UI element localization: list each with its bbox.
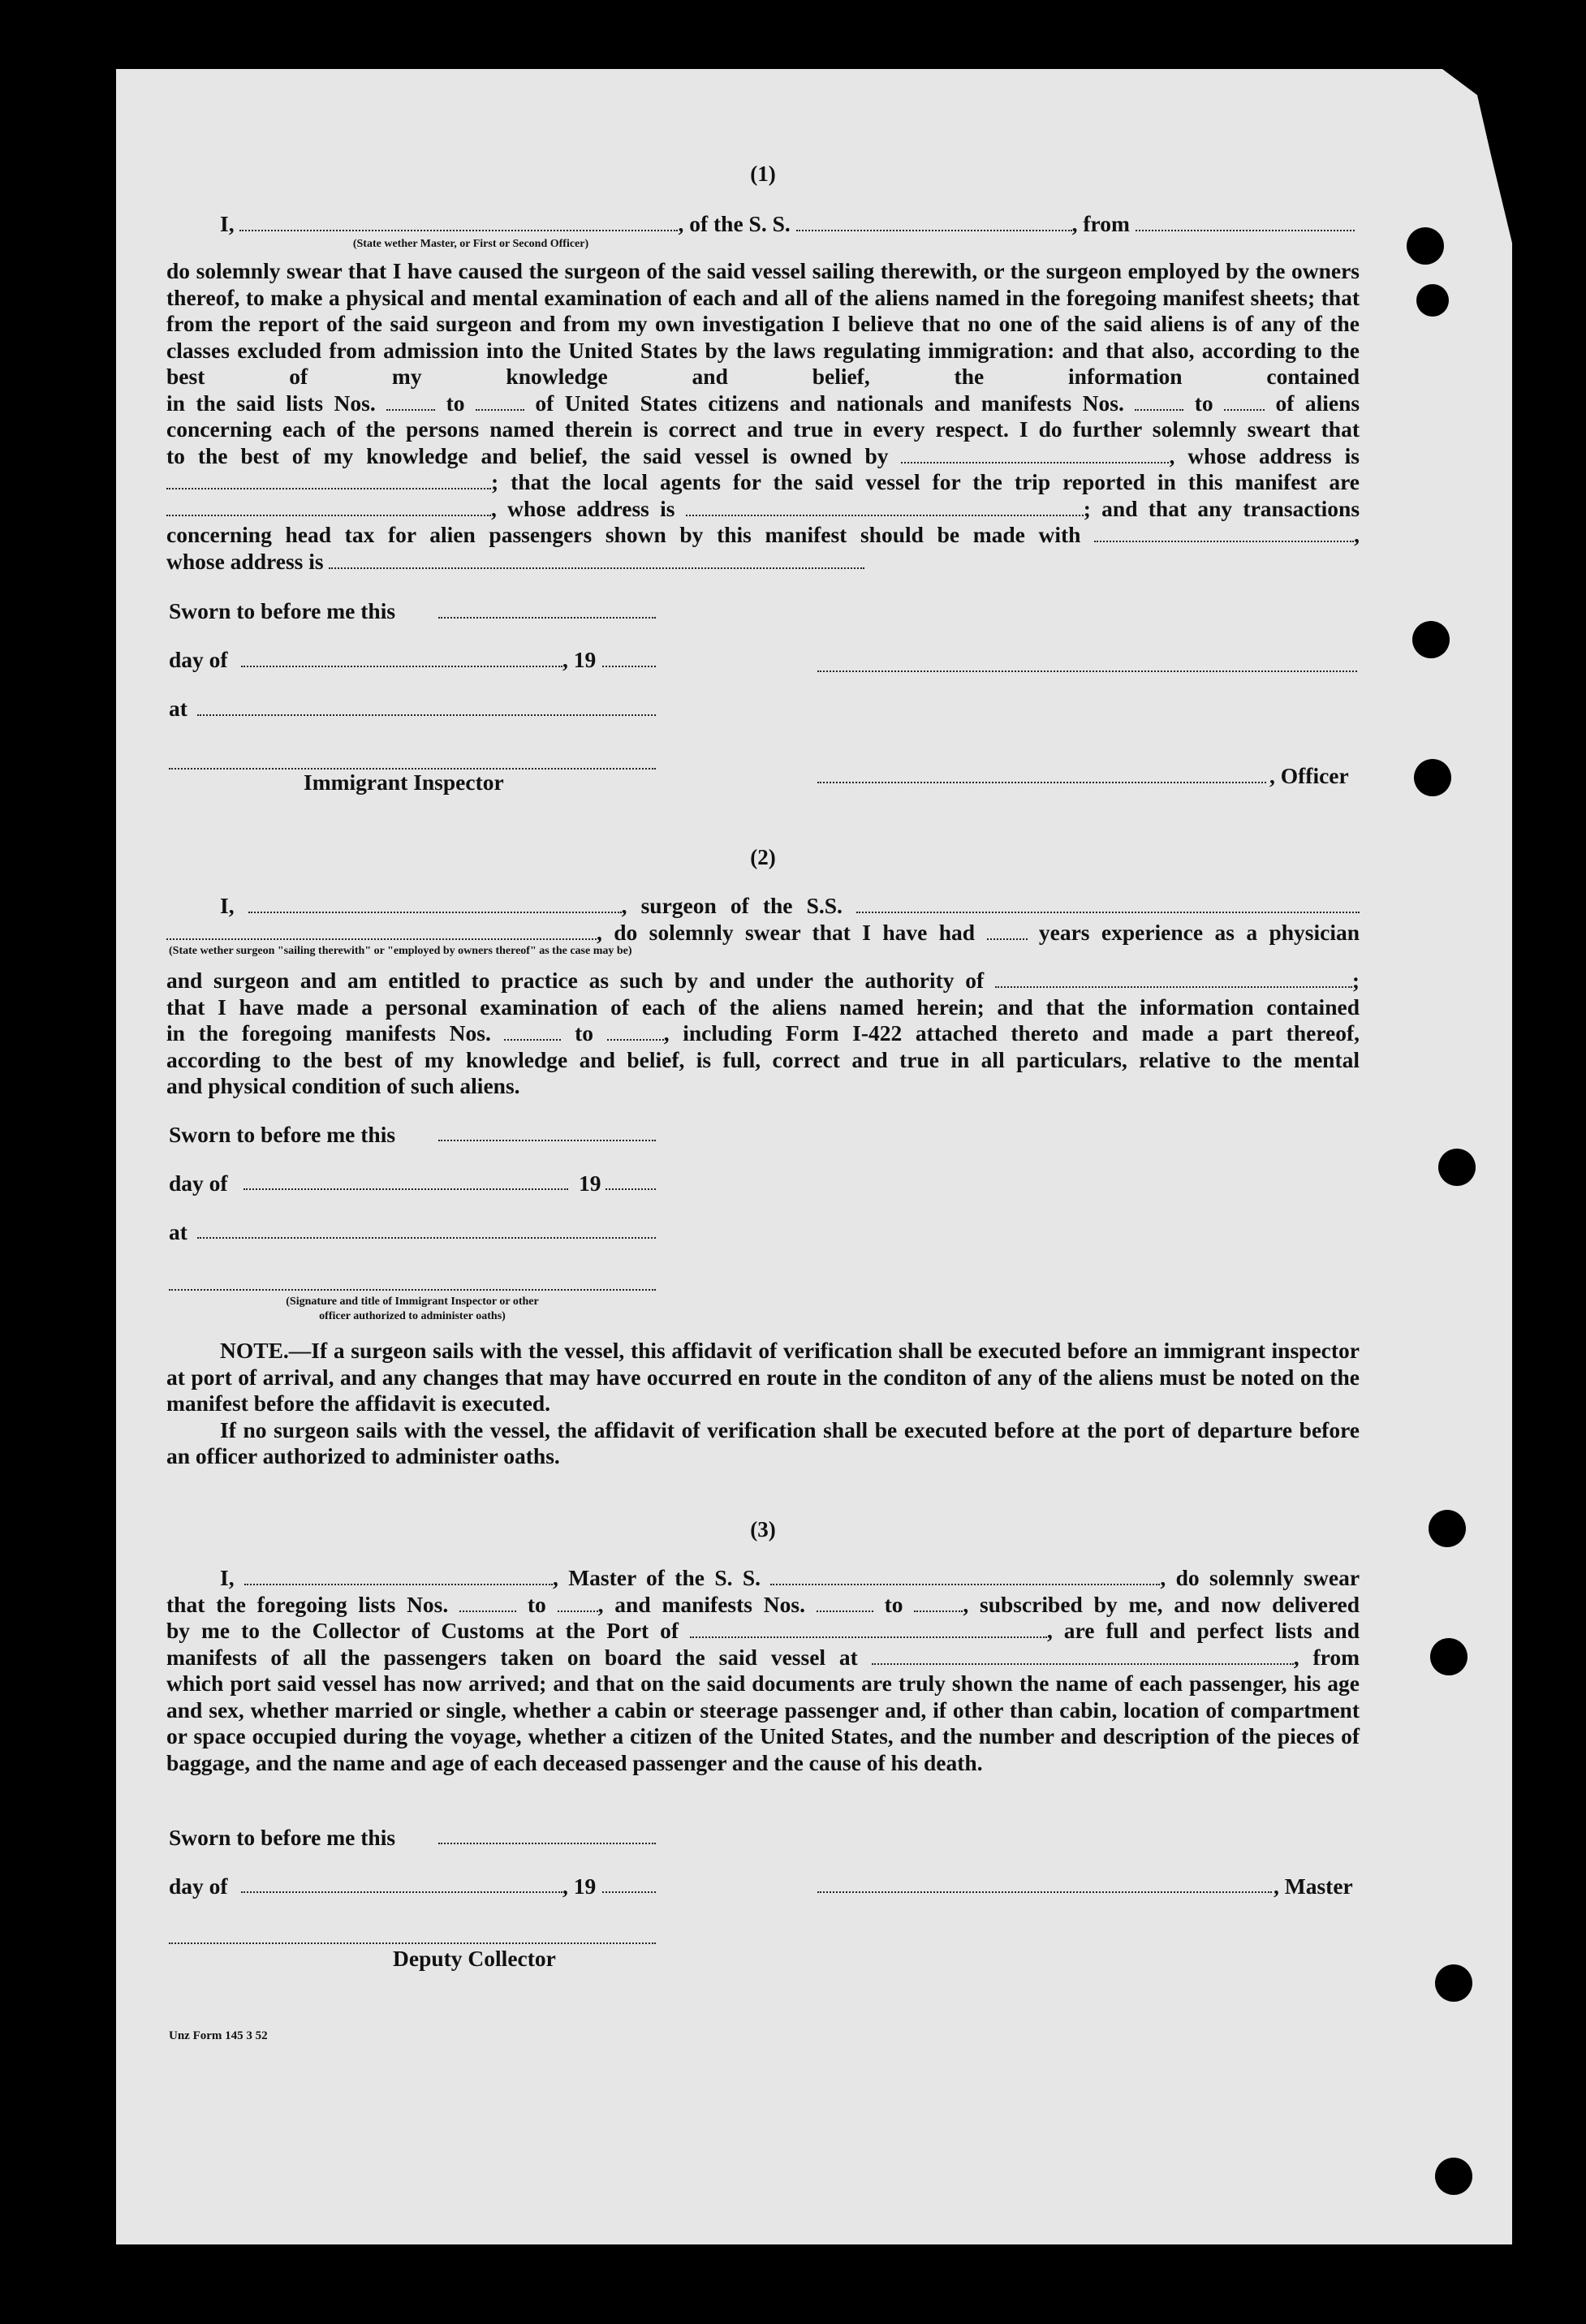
surgeon-status-field[interactable] [166,924,597,940]
section-1-opening [166,211,1360,238]
s1-comma: , [1354,522,1360,547]
headtax-address-field[interactable] [329,553,864,569]
from-port-field[interactable] [1136,215,1355,231]
s2-surgeon-of: , surgeon of the S.S. [621,893,843,918]
s3-subscribed: , subscribed by me, and now delivered [963,1591,1360,1617]
s2-i: I, [220,893,235,918]
s1-year-field[interactable] [602,651,656,667]
s2-manifests-to-field[interactable] [607,1024,664,1041]
s3-master-signature[interactable] [817,1877,1272,1893]
s2-vessel-field[interactable] [856,897,1360,913]
s2-sig-hint [169,1295,656,1324]
punch-hole [1407,227,1444,265]
s3-to: to [527,1591,546,1617]
s1-of-aliens: of aliens [1275,390,1360,416]
s3-manifests-from-field[interactable] [817,1596,873,1612]
s2-year-field[interactable] [606,1174,656,1190]
s1-officer-label: , Officer [1269,763,1349,788]
s1-whose2: , whose address is [491,495,675,521]
s2-day-of: day of [169,1171,228,1196]
s1-owned: to the best of my knowledge and belief, the said vessel is owned by [166,442,889,468]
s2-at: at [169,1219,187,1244]
section-3-body [166,1565,1360,1776]
punch-hole [1435,2158,1472,2195]
s2-note2: If no surgeon sails with the vessel, the affidavit of verification shall be executed before at the port of departure before an officer authorized to administer oaths. [166,1416,1360,1468]
s2-to: to [575,1020,594,1046]
s1-para: do solemnly swear that I have caused the surgeon of the said vessel sailing therewith, or the surgeon employed by the owners thereof, to make a physical and mental examination of each and all of the aliens named in the foregoing manifest sheets; that from the report of the said surgeon and from my own investigation I believe that no one of the said aliens is of any of the classes excluded from admission into the United States by the laws regulating immigration: and that also, according to the best of my knowledge and belief, the information contained [166,258,1360,389]
s3-from: , from [1293,1644,1360,1670]
s3-year-field[interactable] [602,1877,656,1893]
s3-deputy-label: Deputy Collector [393,1946,556,1971]
agents-field[interactable] [166,500,491,516]
s1-local-line [166,469,1360,496]
punch-hole [1430,1638,1467,1675]
s1-year: , 19 [562,647,597,672]
s1-local: ; that the local agents for the said vessel for the trip reported in this manifest are [491,469,1360,494]
s1-day-field[interactable] [241,651,562,667]
years-field[interactable] [987,924,1028,940]
section-2-number: (2) [750,845,776,869]
punch-hole [1429,1510,1466,1547]
owner-address-field[interactable] [166,473,491,489]
s2-foregoing: in the foregoing manifests Nos. [166,1020,491,1046]
s2-signature-field[interactable] [169,1274,656,1291]
lists-to-field[interactable] [476,395,524,411]
s1-officer-signature[interactable] [817,767,1266,783]
form-number: Unz Form 145 3 52 [169,2029,268,2042]
section-2-note [166,1338,1360,1470]
s3-collector: by me to the Collector of Customs at the Port of [166,1618,679,1643]
s1-headtax: concerning head tax for alien passengers shown by this manifest should be made with [166,522,1081,547]
s1-transactions: ; and that any transactions [1083,495,1360,521]
section-3-number: (3) [750,1517,776,1541]
s1-sworn: Sworn to before me this [169,598,396,623]
s2-sworn-field[interactable] [438,1125,656,1141]
agents-address-field[interactable] [686,500,1084,516]
owner-field[interactable] [901,447,1169,464]
punch-hole [1412,621,1450,658]
s3-vessel-field[interactable] [770,1569,1160,1585]
s3-master-of: , Master of the S. S. [552,1565,761,1590]
s3-full: , are full and perfect lists and [1046,1618,1360,1643]
s1-lists-line [166,390,1360,417]
s2-para: that I have made a personal examination of each of the aliens named herein; and that the information contained [166,994,1360,1020]
s1-at-field[interactable] [197,700,656,716]
s1-from: , from [1071,211,1130,236]
s1-agents-line [166,496,1360,523]
s1-in-lists: in the said lists Nos. [166,390,376,416]
s3-day-of: day of [169,1873,228,1899]
s1-owned-line [166,443,1360,470]
officer-hint: (State wether Master, or First or Second Officer) [352,238,589,250]
s2-line1 [166,893,1360,920]
s3-to2: to [884,1591,903,1617]
s1-to: to [446,390,465,416]
master-name-field[interactable] [244,1569,553,1585]
s2-entitled: and surgeon and am entitled to practice as such by and under the authority of [166,968,985,993]
s3-sworn-field[interactable] [438,1828,656,1844]
s2-sig-hint-2: officer authorized to administer oaths) [319,1310,506,1322]
s3-day-field[interactable] [241,1877,562,1893]
s2-line2 [166,920,1360,946]
s3-sworn: Sworn to before me this [169,1825,396,1850]
s2-day-field[interactable] [244,1174,568,1190]
s1-inspector-signature[interactable] [169,753,656,770]
officer-rank-field[interactable] [239,215,678,231]
s2-year: 19 [579,1171,601,1196]
s2-sig-hint-1: (Signature and title of Immigrant Inspector or other [286,1296,539,1308]
s1-sworn-field[interactable] [438,602,656,619]
s3-swear: , do solemnly swear [1160,1565,1360,1590]
section-1-body [166,258,1360,575]
s2-sworn: Sworn to before me this [169,1122,396,1147]
s3-manifests-to-field[interactable] [914,1596,963,1612]
s1-whose3-line [166,549,1360,576]
s1-whose3: whose address is [166,548,324,574]
s3-year: , 19 [562,1873,597,1899]
surgeon-name-field[interactable] [248,897,622,913]
s1-of-ss: , of the S. S. [678,211,791,236]
s3-lists-to-field[interactable] [558,1596,598,1612]
authority-field[interactable] [995,972,1352,988]
s1-i: I, [220,211,235,236]
s1-of-us: of United States citizens and nationals and manifests Nos. [535,390,1124,416]
s2-note: NOTE.—If a surgeon sails with the vessel, this affidavit of verification shall be executed before an immigrant inspector at port of arrival, and any changes that may have occurred en route in the conditon of any of the aliens must be noted on the manifest before the affidavit is executed. [166,1338,1360,1416]
headtax-contact-field[interactable] [1094,526,1354,542]
s1-at: at [169,696,187,721]
s3-i: I, [220,1565,235,1590]
vessel-name-field[interactable] [796,215,1072,231]
s2-years: years experience as a physician [1038,919,1360,945]
s1-headtax-line [166,522,1360,549]
punch-hole [1416,284,1449,317]
s1-day-of: day of [169,647,228,672]
s2-foregoing-line [166,1020,1360,1047]
s2-at-field[interactable] [197,1222,656,1239]
s3-line1 [166,1565,1360,1592]
lists-from-field[interactable] [386,395,435,411]
s2-physical: and physical condition of such aliens. [166,1073,520,1098]
s3-deputy-signature[interactable] [169,1928,656,1944]
port-field[interactable] [690,1622,1047,1638]
s1-officer-signature-top[interactable] [817,656,1357,672]
punch-hole [1414,759,1451,796]
s3-line3 [166,1618,1360,1645]
s3-para: which port said vessel has now arrived; and that on the said documents are truly shown the name of each passenger, his age and sex, whether married or single, whether a cabin or steerage passenger and, if other than cabin, location of compartment or space occupied during the voyage, whether a citizen of the United States, and the number and description of the pieces of baggage, and the name and age of each deceased passenger and the cause of his death. [166,1671,1360,1775]
s3-line4 [166,1645,1360,1671]
manifests-to-field[interactable] [1224,395,1265,411]
s3-foregoing: that the foregoing lists Nos. [166,1591,449,1617]
s1-inspector-label: Immigrant Inspector [304,770,504,795]
surgeon-hint: (State wether surgeon "sailing therewith" or "employed by owners thereof" as the case may be) [169,945,632,957]
s2-including: , including Form I-422 attached thereto and made a part thereof, [663,1020,1360,1046]
s2-entitled-line [166,968,1360,994]
s3-lists-from-field[interactable] [459,1596,516,1612]
boarding-port-field[interactable] [872,1649,1294,1665]
s1-whose: , whose address is [1169,442,1360,468]
s3-master-label: , Master [1274,1873,1353,1899]
punch-hole [1438,1149,1476,1186]
section-2-opening [166,893,1360,946]
s1-to2: to [1194,390,1213,416]
s1-concerning: concerning each of the persons named therein is correct and true in every respect. I do further solemnly sweart that [166,416,1360,442]
s2-swear: , do solemnly swear that I have had [597,919,976,945]
section-2-body [166,968,1360,1100]
punch-hole [1435,1964,1472,2002]
s3-and-manifests: , and manifests Nos. [597,1591,805,1617]
section-1-number: (1) [750,162,776,186]
s2-manifests-from-field[interactable] [504,1024,561,1041]
s3-manifests-of: manifests of all the passengers taken on board the said vessel at [166,1644,858,1670]
manifests-from-field[interactable] [1135,395,1183,411]
s3-line2 [166,1592,1360,1619]
s2-semicolon: ; [1351,968,1360,993]
s2-according: according to the best of my knowledge and belief, is full, correct and true in all particulars, relative to the mental [166,1046,1360,1072]
